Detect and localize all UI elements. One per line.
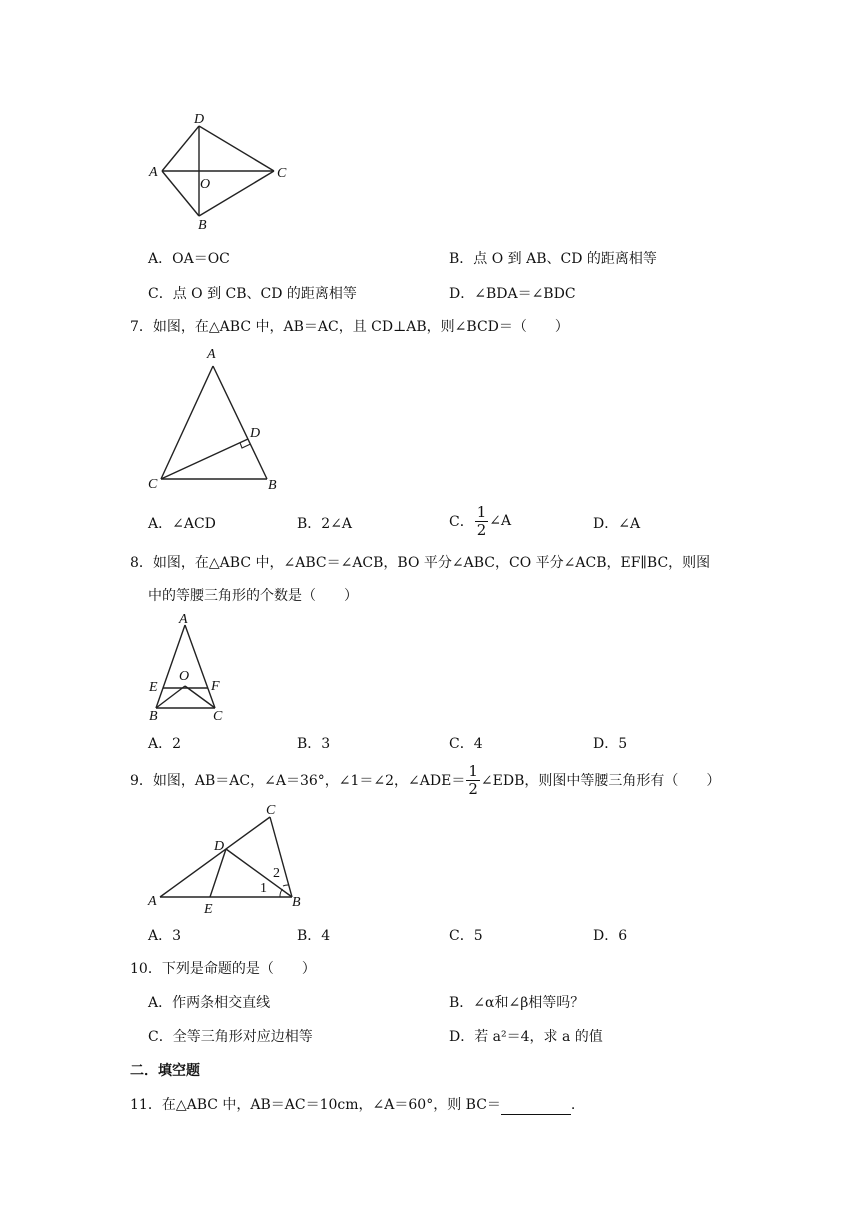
q7-option-c-suffix: ∠A (489, 513, 512, 529)
q7-fraction-numerator: 1 (476, 502, 487, 521)
q9-stem-before: 9．如图，AB＝AC，∠A＝36°，∠1＝∠2，∠ADE＝ (130, 773, 466, 789)
q8-label-o: O (179, 669, 190, 684)
q9-label-c: C (266, 803, 276, 818)
q6-label-o: O (200, 177, 211, 192)
q8-option-a[interactable]: A．2 (148, 736, 182, 752)
q6-option-a[interactable]: A．OA＝OC (148, 251, 230, 267)
q7-label-c: C (148, 477, 158, 492)
q7-figure (140, 342, 290, 494)
q10-option-a[interactable]: A．作两条相交直线 (148, 995, 271, 1011)
q7-option-c-prefix: C． (449, 514, 474, 530)
q9-label-d: D (214, 839, 225, 854)
q8-label-a: A (179, 612, 188, 627)
q8-stem-line1: 8．如图，在△ABC 中，∠ABC＝∠ACB，BO 平分∠ABC，CO 平分∠ACB，EF∥BC，则图 (130, 555, 711, 571)
q9-option-b[interactable]: B．4 (297, 928, 331, 944)
q8-label-b: B (149, 709, 158, 724)
q8-label-f: F (211, 679, 220, 694)
q8-label-e: E (149, 680, 158, 695)
q6-label-b: B (198, 218, 207, 233)
q7-stem: 7．如图，在△ABC 中，AB＝AC，且 CD⊥AB，则∠BCD＝（ ） (130, 319, 569, 335)
q9-option-a[interactable]: A．3 (148, 928, 182, 944)
q9-option-c[interactable]: C．5 (449, 928, 483, 944)
q6-label-d: D (194, 112, 205, 127)
q8-option-c[interactable]: C．4 (449, 736, 483, 752)
q11-stem-line (130, 1094, 575, 1115)
q7-label-b: B (268, 478, 277, 493)
q8-label-c: C (213, 709, 223, 724)
q9-label-a: A (148, 894, 157, 909)
q6-label-a: A (149, 165, 158, 180)
q6-label-c: C (277, 166, 287, 181)
q11-period: . (570, 1097, 576, 1113)
q9-stem-fraction (466, 761, 480, 798)
q9-label-e: E (204, 902, 213, 915)
q10-option-c[interactable]: C．全等三角形对应边相等 (148, 1029, 313, 1045)
q9-stem (130, 762, 720, 798)
q9-label-2: 2 (273, 866, 280, 881)
section-title-fill-in: 二．填空题 (130, 1063, 200, 1079)
q10-stem: 10．下列是命题的是（ ） (130, 961, 316, 977)
q9-figure (140, 800, 310, 915)
q8-stem-line2: 中的等腰三角形的个数是（ ） (148, 588, 358, 604)
q8-option-d[interactable]: D．5 (593, 736, 628, 752)
q11-stem: 11．在△ABC 中，AB＝AC＝10cm，∠A＝60°，则 BC＝ (130, 1097, 501, 1113)
q9-label-b: B (292, 895, 301, 910)
q9-stem-after: ∠EDB，则图中等腰三角形有（ ） (480, 773, 721, 789)
q10-option-b[interactable]: B．∠α和∠β相等吗？ (449, 995, 585, 1011)
q9-label-1: 1 (260, 881, 267, 896)
q7-option-d[interactable]: D．∠A (593, 516, 641, 532)
q8-figure (140, 610, 240, 726)
q6-figure (140, 108, 300, 233)
q6-option-b[interactable]: B．点 O 到 AB、CD 的距离相等 (449, 251, 657, 267)
q9-option-d[interactable]: D．6 (593, 928, 628, 944)
q7-fraction-denominator: 2 (476, 520, 487, 539)
q7-option-c[interactable] (449, 503, 511, 539)
q9-fraction-denominator: 2 (468, 779, 478, 798)
q10-option-d[interactable]: D．若 a²＝4，求 a 的值 (449, 1029, 603, 1045)
q9-fraction-numerator: 1 (468, 761, 478, 780)
q7-label-d: D (250, 426, 261, 441)
q8-option-b[interactable]: B．3 (297, 736, 331, 752)
q11-answer-blank[interactable] (501, 1094, 571, 1115)
q7-option-b[interactable]: B．2∠A (297, 516, 353, 532)
q7-option-c-fraction (475, 502, 489, 539)
q6-option-d[interactable]: D．∠BDA＝∠BDC (449, 286, 576, 302)
q7-label-a: A (207, 347, 216, 362)
q7-option-a[interactable]: A．∠ACD (148, 516, 216, 532)
q6-option-c[interactable]: C．点 O 到 CB、CD 的距离相等 (148, 286, 357, 302)
